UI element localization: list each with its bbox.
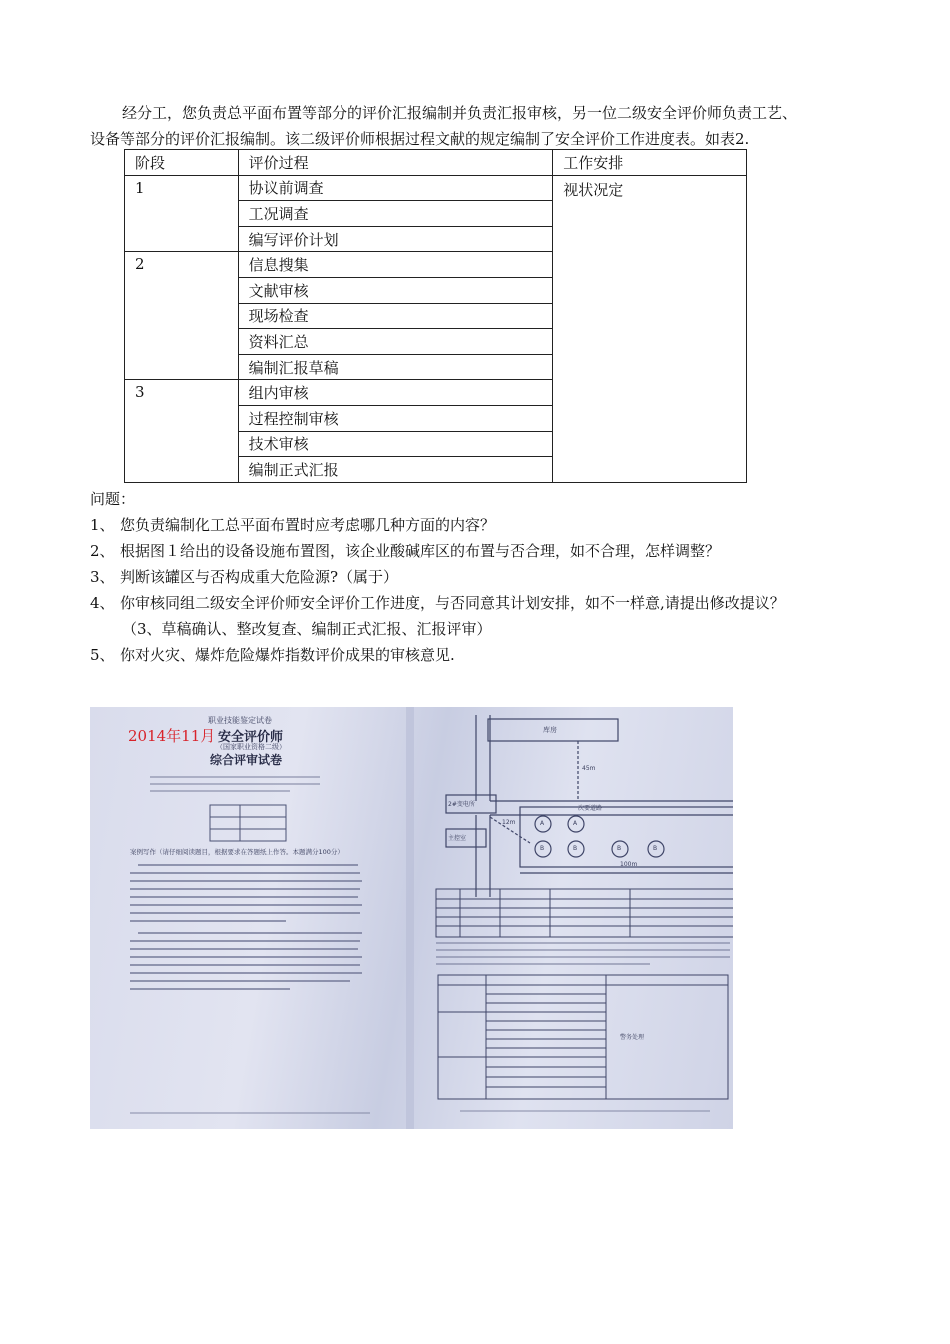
photo-tank-label: B: [573, 845, 578, 852]
step-cell: 编写评价计划: [238, 226, 553, 252]
step-cell: 编制汇报草稿: [238, 354, 553, 380]
step-cell: 技术审核: [238, 431, 553, 457]
photo-tank-label: B: [653, 845, 658, 852]
photo-section: 案例写作（请仔细阅读题目，根据要求在答题纸上作答。本题满分100分）: [130, 848, 344, 856]
progress-table: [124, 149, 747, 483]
photo-label-warehouse: 库房: [543, 726, 557, 734]
step-cell: 协议前调查: [238, 175, 553, 201]
exam-paper-photo: [90, 707, 733, 1129]
photo-label-12m: 12m: [502, 819, 516, 826]
list-item: 1、 您负责编制化工总平面布置时应考虑哪几种方面的内容？: [90, 516, 496, 534]
table-header-row: [125, 150, 747, 176]
question-list: [90, 486, 910, 668]
list-item: 3、 判断该罐区与否构成重大危险源?（属于）: [90, 568, 399, 586]
intro-paragraph: [90, 100, 880, 152]
photo-subtitle: （国家职业资格二级）: [216, 743, 286, 751]
step-cell: 文献审核: [238, 277, 553, 303]
photo-tank-label: B: [617, 845, 622, 852]
photo-header: 职业技能鉴定试卷: [208, 716, 272, 725]
intro-line-1: 经分工，您负责总平面布置等部分的评价汇报编制并负责汇报审核，另一位二级安全评价师负责工艺、: [122, 104, 798, 122]
answer-4: （3、草稿确认、整改复查、编制正式汇报、汇报评审）: [122, 620, 492, 638]
header-work: 工作安排: [553, 150, 747, 176]
photo-label-control: 主控室: [448, 835, 467, 842]
step-cell: 编制正式汇报: [238, 457, 553, 483]
list-item: 5、 你对火灾、爆炸危险爆炸指数评价成果的审核意见.: [90, 646, 455, 664]
photo-red-date: 2014年11月: [128, 727, 216, 745]
photo-exam-title: 综合评审试卷: [210, 753, 283, 767]
list-item: 2、 根据图１给出的设备设施布置图，该企业酸碱库区的布置与否合理，如不合理，怎样调整？: [90, 542, 721, 560]
step-cell: 现场检查: [238, 303, 553, 329]
list-item: 4、 你审核同组二级安全评价师安全评价工作进度，与否同意其计划安排，如不一样意,请提出修改提议？: [90, 594, 785, 612]
header-stage: 阶段: [125, 150, 239, 176]
step-cell: 过程控制审核: [238, 405, 553, 431]
photo-drawing: [90, 707, 733, 1129]
photo-label-substation: 2#变电所: [448, 801, 475, 808]
work-note-cell: 视状况定: [553, 175, 747, 482]
photo-label-100m: 100m: [620, 861, 638, 868]
photo-title: 安全评价师: [218, 730, 284, 745]
step-cell: 工况调查: [238, 201, 553, 227]
step-cell: 资料汇总: [238, 329, 553, 355]
step-cell: 组内审核: [238, 380, 553, 406]
stage-cell: 1: [125, 175, 239, 252]
photo-label-45m: 45m: [582, 765, 596, 772]
table-row: [125, 175, 747, 201]
stage-cell: 3: [125, 380, 239, 482]
photo-note: 警务处理: [620, 1034, 645, 1041]
photo-label-road: 次要道路: [578, 805, 603, 812]
questions-heading: 问题：: [90, 490, 136, 508]
photo-tank-label: B: [540, 845, 545, 852]
photo-tank-label: A: [540, 820, 545, 827]
photo-tank-label: A: [573, 820, 578, 827]
header-process: 评价过程: [238, 150, 553, 176]
intro-line-2: 设备等部分的评价汇报编制。该二级评价师根据过程文献的规定编制了安全评价工作进度表。如表2.: [90, 130, 750, 148]
stage-cell: 2: [125, 252, 239, 380]
step-cell: 信息搜集: [238, 252, 553, 278]
